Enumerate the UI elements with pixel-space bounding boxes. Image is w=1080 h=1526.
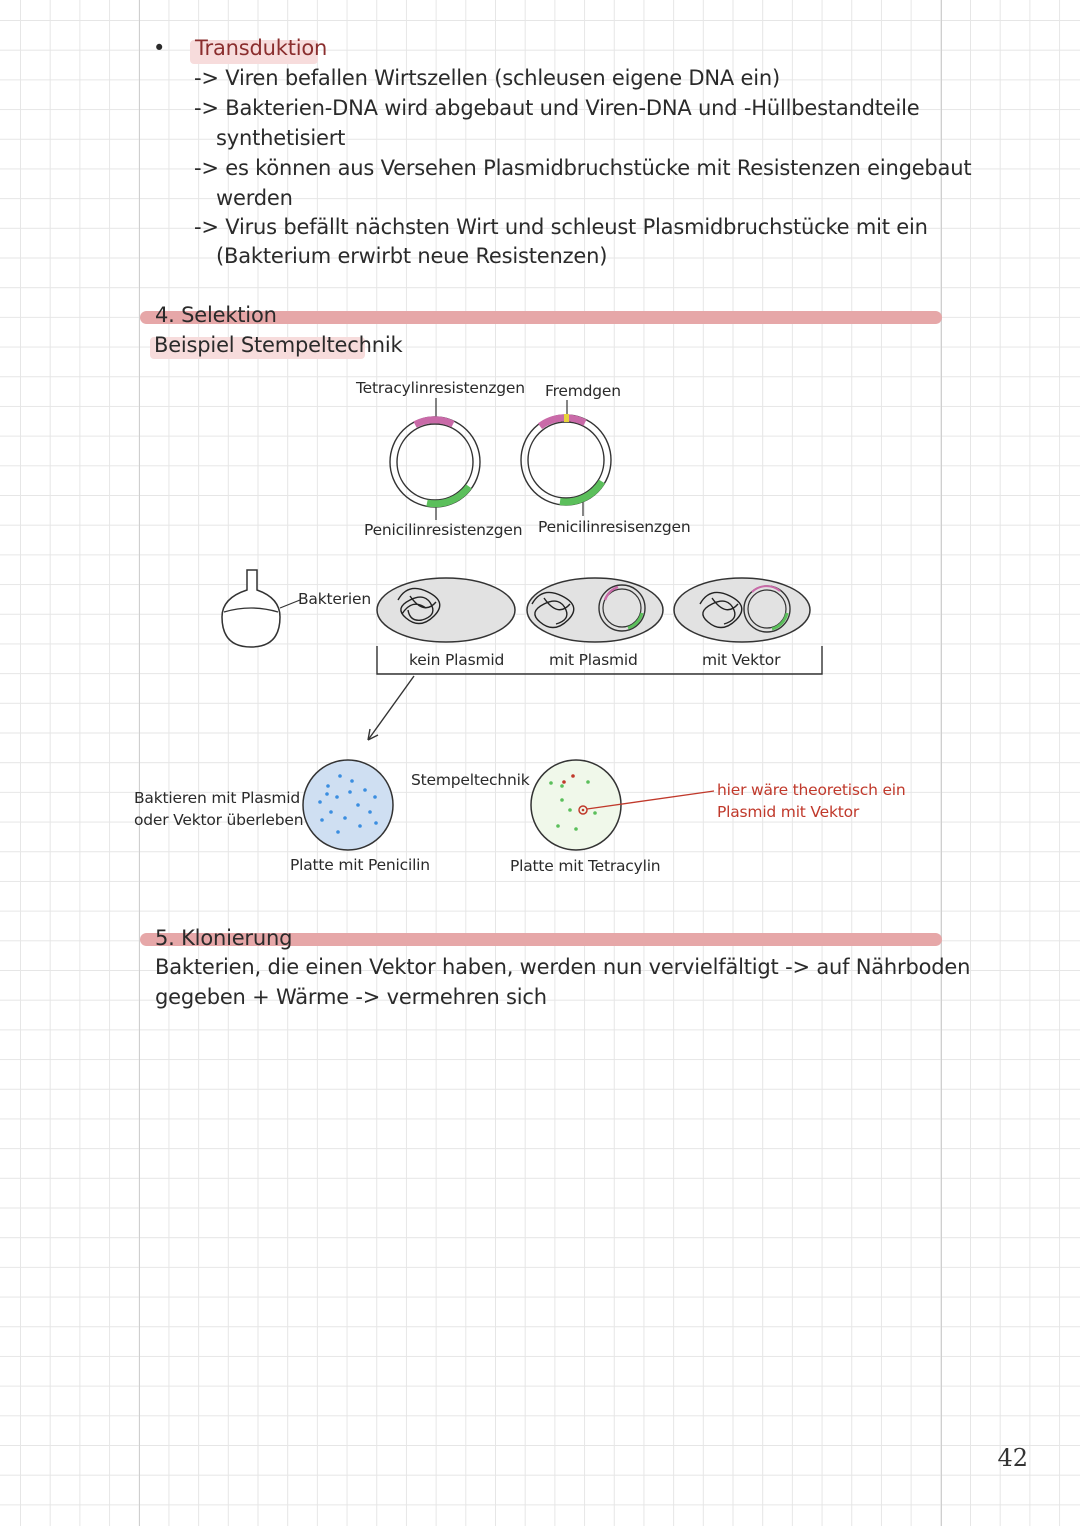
penicilin-gene-label-right: Penicilinresisenzgen [538, 518, 691, 536]
plate-tetracyclin [531, 760, 714, 850]
plate-penicilin [303, 760, 393, 850]
transduktion-line-4: -> es können aus Versehen Plasmidbruchstücke mit Resistenzen eingebaut [194, 156, 972, 180]
fremdgen-label: Fremdgen [545, 382, 621, 400]
plate-left-caption-1: Baktieren mit Plasmid [134, 789, 301, 807]
transduktion-line-6: -> Virus befällt nächsten Wirt und schleust Plasmidbruchstücke mit ein [194, 215, 928, 239]
cell-label-with-vector: mit Vektor [702, 651, 781, 669]
klonierung-line-2: gegeben + Wärme -> vermehren sich [155, 985, 547, 1009]
note-line-1: hier wäre theoretisch ein [717, 781, 906, 799]
klonierung-line-1: Bakterien, die einen Vektor haben, werden nun vervielfältigt -> auf Nährboden [155, 955, 971, 979]
tetracyclin-gene-label: Tetracylinresistenzgen [356, 379, 525, 397]
cell-label-with-plasmid: mit Plasmid [549, 651, 638, 669]
transduktion-line-5: werden [216, 186, 293, 210]
bacteria-label: Bakterien [298, 590, 371, 608]
klonierung-heading: 5. Klonierung [155, 926, 293, 950]
plate-left-caption-2: oder Vektor überleben [134, 811, 304, 829]
stempeltechnik-label: Stempeltechnik [411, 771, 530, 789]
bullet-point: • [153, 36, 166, 60]
transduktion-line-3: synthetisiert [216, 126, 346, 150]
cell-label-no-plasmid: kein Plasmid [409, 651, 505, 669]
selektion-heading: 4. Selektion [155, 303, 277, 327]
transduktion-title: Transduktion [195, 36, 328, 60]
transduktion-line-2: -> Bakterien-DNA wird abgebaut und Viren-DNA und -Hüllbestandteile [194, 96, 920, 120]
penicilin-gene-label-left: Penicilinresistenzgen [364, 521, 523, 539]
page-number: 42 [997, 1444, 1028, 1472]
note-line-2: Plasmid mit Vektor [717, 803, 860, 821]
plate-penicilin-label: Platte mit Penicilin [290, 856, 430, 874]
selektion-subheading: Beispiel Stempeltechnik [154, 333, 403, 357]
plate-tetracyclin-label: Platte mit Tetracylin [510, 857, 661, 875]
transduktion-line-1: -> Viren befallen Wirtszellen (schleusen eigene DNA ein) [194, 66, 780, 90]
transduktion-line-7: (Bakterium erwirbt neue Resistenzen) [216, 244, 608, 268]
